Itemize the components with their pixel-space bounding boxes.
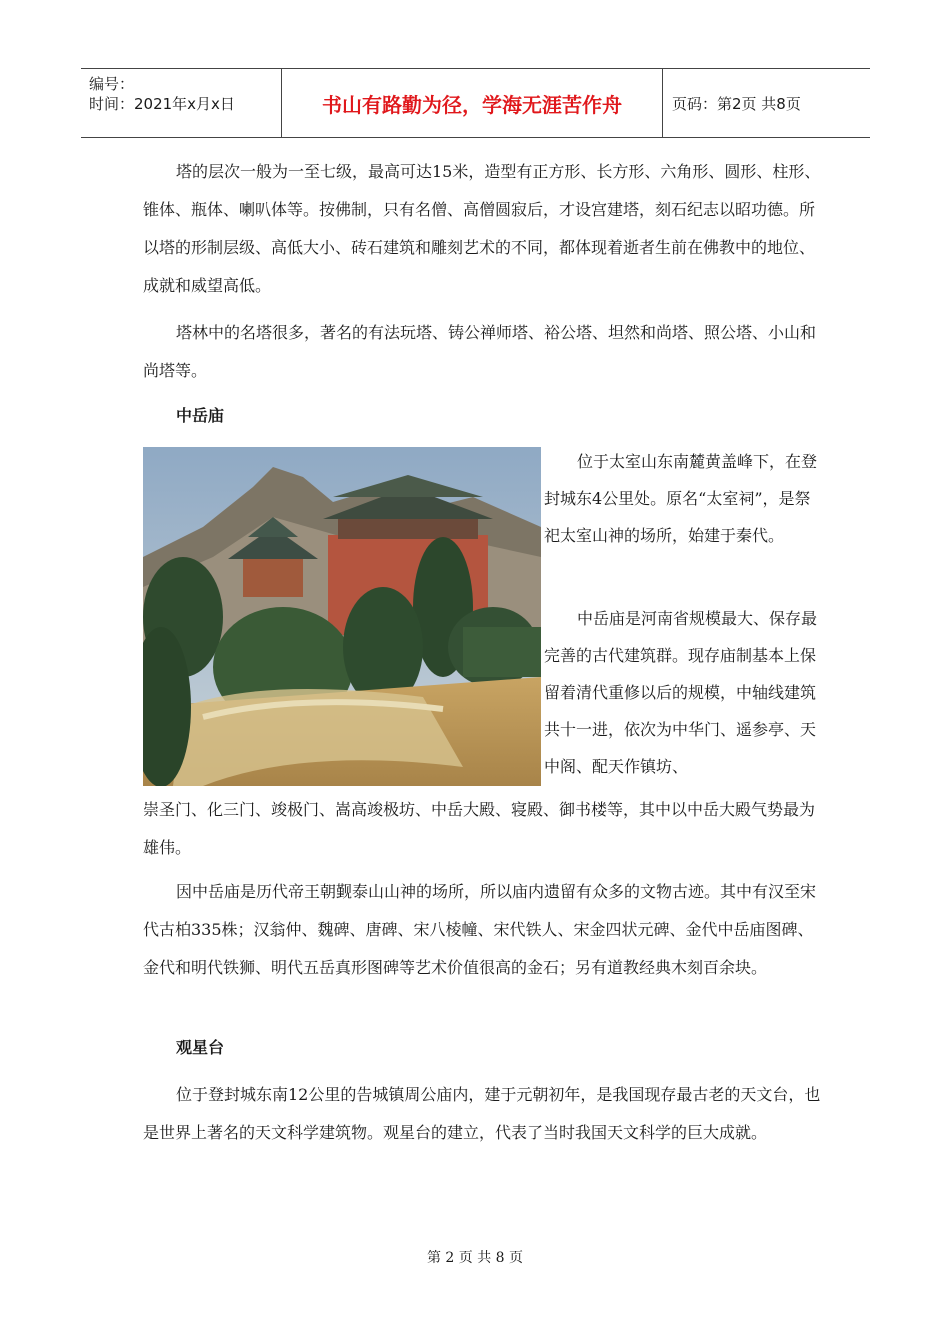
- page-footer: 第 2 页 共 8 页: [426, 1250, 524, 1266]
- temple-photo: [143, 447, 541, 786]
- header-page-label: 页码：第2页 共8页: [672, 94, 801, 113]
- header-meta: [81, 69, 281, 137]
- header-motto: 书山有路勤为径，学海无涯苦作舟: [281, 69, 663, 137]
- paragraph-observatory: 位于登封城东南12公里的告城镇周公庙内，建于元朝初年，是我国现存最古老的天文台，也是世界上著名的天文科学建筑物。观星台的建立，代表了当时我国天文科学的巨大成就。: [143, 1085, 821, 1142]
- time-label: 时间：2021年x月x日: [89, 95, 235, 113]
- paragraph-pagoda-levels: 塔的层次一般为一至七级，最高可达15米，造型有正方形、长方形、六角形、圆形、柱形、锥体、瓶体、喇叭体等。按佛制，只有名僧、高僧圆寂后，才设宫建塔，刻石纪志以昭功德。所以塔的形制层级、高低大小、砖石建筑和雕刻艺术的不同，都体现着逝者生前在佛教中的地位、成就和威望高低。: [143, 162, 821, 295]
- paragraph-temple-relics: 因中岳庙是历代帝王朝觐泰山山神的场所，所以庙内遗留有众多的文物古迹。其中有汉至宋代古柏335株；汉翁仲、魏碑、唐碑、宋八棱幢、宋代铁人、宋金四状元碑、金代中岳庙图碑、金代和明代铁狮、明代五岳真形图碑等艺术价值很高的金石；另有道教经典木刻百余块。: [143, 882, 817, 977]
- paragraph-temple-location: 位于太室山东南麓黄盖峰下，在登封城东4公里处。原名“太室祠”，是祭祀太室山神的场所，始建于秦代。: [544, 452, 818, 545]
- paragraph-temple-scale: 中岳庙是河南省规模最大、保存最完善的古代建筑群。现存庙制基本上保留着清代重修以后的规模，中轴线建筑共十一进，依次为中华门、遥参亭、天中阁、配天作镇坊、: [544, 609, 818, 776]
- paragraph-temple-scale-continued: 崇圣门、化三门、竣极门、嵩高竣极坊、中岳大殿、寝殿、御书楼等，其中以中岳大殿气势最为雄伟。: [143, 800, 816, 857]
- heading-observatory: 观星台: [176, 1038, 225, 1057]
- heading-zhongyue-temple: 中岳庙: [176, 406, 225, 425]
- number-label: 编号：: [89, 75, 135, 93]
- document-header: [81, 68, 870, 138]
- paragraph-famous-pagodas: 塔林中的名塔很多，著名的有法玩塔、铸公禅师塔、裕公塔、坦然和尚塔、照公塔、小山和尚塔等。: [143, 323, 817, 380]
